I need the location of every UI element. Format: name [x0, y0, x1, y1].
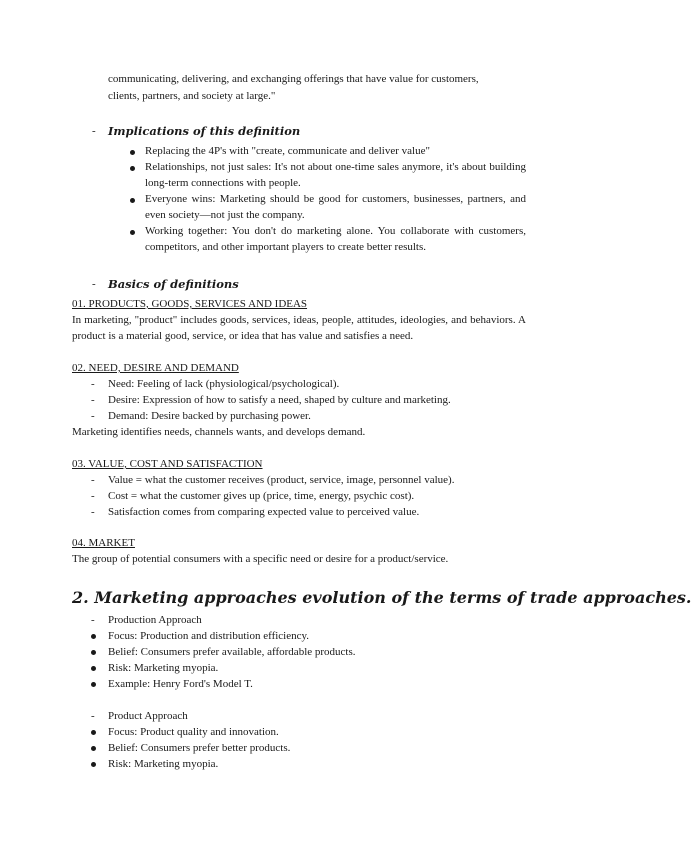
product-item: Risk: Marketing myopia. [108, 758, 219, 770]
implication-item: Working together: You don't do marketing alone. You collaborate with customers, competitors, and other important players to create better results. [145, 225, 526, 253]
section2-heading: 2. Marketing approaches evolution of the terms of trade approaches. [72, 588, 691, 607]
production-item: Risk: Marketing myopia. [108, 662, 219, 674]
production-item: Belief: Consumers prefer available, affordable products. [108, 646, 356, 658]
need-item: Demand: Desire backed by purchasing power. [108, 410, 311, 422]
implication-item: Replacing the 4P's with "create, communicate and deliver value" [145, 145, 430, 157]
bullet-icon [91, 666, 96, 671]
dash-marker: - [91, 490, 95, 502]
value-item: Value = what the customer receives (product, service, image, personnel value). [108, 474, 455, 486]
products-title: 01. PRODUCTS, GOODS, SERVICES AND IDEAS [72, 298, 308, 310]
bullet-icon [130, 166, 135, 171]
value-title: 03. VALUE, COST AND SATISFACTION [72, 458, 263, 470]
dash-marker: - [91, 614, 95, 626]
need-item: Desire: Expression of how to satisfy a need, shaped by culture and marketing. [108, 394, 451, 406]
dash-marker: - [91, 394, 95, 406]
dash-marker: - [91, 378, 95, 390]
dash-marker: - [91, 506, 95, 518]
production-title: Production Approach [108, 614, 202, 626]
bullet-icon [91, 650, 96, 655]
implication-item: Everyone wins: Marketing should be good for customers, businesses, partners, and even society—not just the company. [145, 193, 526, 221]
dash-marker: - [92, 278, 96, 290]
basics-heading: Basics of definitions [108, 277, 239, 291]
products-body: In marketing, "product" includes goods, services, ideas, people, attitudes, ideologies, and behaviors. A product is a material good, service, or idea that has value and satisfies a need. [72, 314, 526, 342]
intro-line-1: communicating, delivering, and exchanging offerings that have value for customers, [108, 73, 479, 85]
market-title: 04. MARKET [72, 537, 135, 549]
need-item: Need: Feeling of lack (physiological/psychological). [108, 378, 340, 390]
production-item: Example: Henry Ford's Model T. [108, 678, 253, 690]
intro-line-2: clients, partners, and society at large." [108, 90, 276, 102]
dash-marker: - [91, 474, 95, 486]
need-title: 02. NEED, DESIRE AND DEMAND [72, 362, 239, 374]
bullet-icon [91, 634, 96, 639]
production-item: Focus: Production and distribution efficiency. [108, 630, 310, 642]
bullet-icon [91, 762, 96, 767]
dash-marker: - [91, 710, 95, 722]
bullet-icon [91, 682, 96, 687]
bullet-icon [130, 230, 135, 235]
dash-marker: - [91, 410, 95, 422]
market-body: The group of potential consumers with a specific need or desire for a product/service. [72, 553, 449, 565]
value-item: Satisfaction comes from comparing expected value to perceived value. [108, 506, 420, 518]
product-title: Product Approach [108, 710, 188, 722]
bullet-icon [130, 198, 135, 203]
bullet-icon [91, 746, 96, 751]
need-summary: Marketing identifies needs, channels wants, and develops demand. [72, 426, 366, 438]
product-item: Belief: Consumers prefer better products. [108, 742, 291, 754]
implications-heading: Implications of this definition [108, 124, 301, 138]
product-item: Focus: Product quality and innovation. [108, 726, 279, 738]
bullet-icon [91, 730, 96, 735]
implication-item: Relationships, not just sales: It's not about one-time sales anymore, it's about building long-term connections with people. [145, 161, 526, 189]
value-item: Cost = what the customer gives up (price, time, energy, psychic cost). [108, 490, 415, 502]
bullet-icon [130, 150, 135, 155]
dash-marker: - [92, 125, 96, 137]
